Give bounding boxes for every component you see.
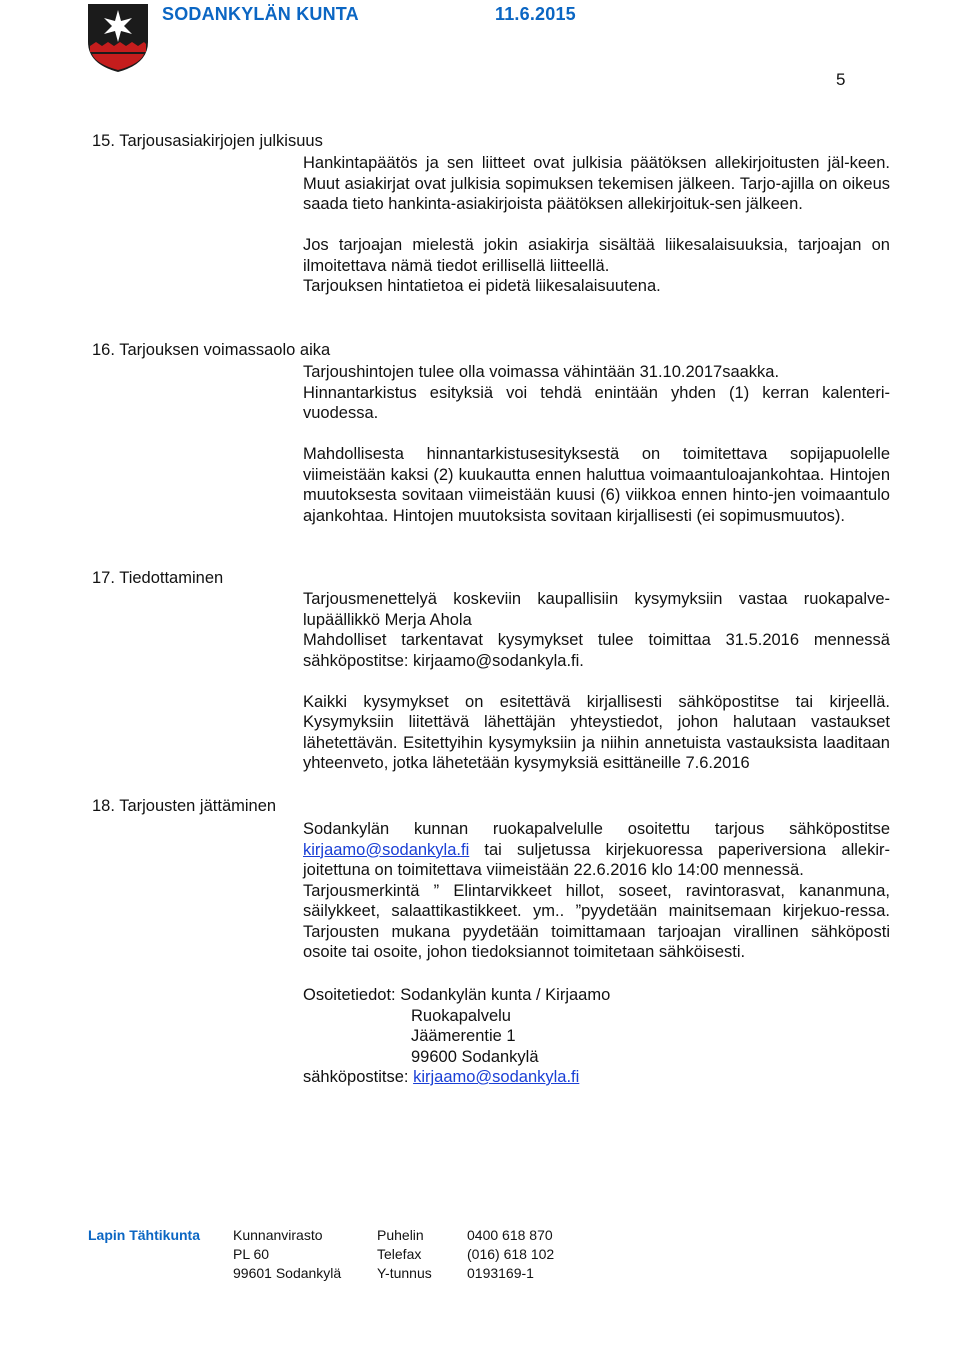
- footer-cell: 99601 Sodankylä: [233, 1265, 342, 1281]
- section-16-heading: 16. Tarjouksen voimassaolo aika: [92, 341, 331, 359]
- postal-address: [303, 985, 610, 1088]
- footer-cell: Telefax: [377, 1246, 422, 1262]
- page-number: 5: [836, 70, 846, 89]
- footer-value-column: [467, 1226, 554, 1283]
- section-18-text: Sodankylän kunnan ruokapalvelulle osoitettu tarjous sähköpostitse: [303, 820, 890, 838]
- footer-cell: 0193169-1: [467, 1265, 534, 1281]
- footer-label-column: [377, 1226, 432, 1283]
- section-17-body: [303, 589, 890, 774]
- section-18-heading: 18. Tarjousten jättäminen: [92, 797, 277, 815]
- section-15-body: [303, 153, 890, 297]
- section-18-body: [303, 819, 890, 963]
- document-date: 11.6.2015: [495, 4, 576, 24]
- footer-cell: Y-tunnus: [377, 1265, 432, 1281]
- footer-cell: Kunnanvirasto: [233, 1227, 323, 1243]
- section-18-text: tai suljetussa kirjekuoressa paperiversiona allekir-joitettuna on toimitettava viimeistään 22.6.2016 klo 14:00 mennessä.: [303, 840, 890, 879]
- address-line: Ruokapalvelu: [411, 1006, 511, 1025]
- footer-cell: Puhelin: [377, 1227, 424, 1243]
- address-email-line: [303, 1067, 610, 1088]
- footer-address-column: [233, 1226, 341, 1283]
- municipal-crest-icon: [86, 2, 150, 74]
- address-line: 99600 Sodankylä: [411, 1047, 539, 1066]
- section-16-paragraph: Hinnantarkistus esityksiä voi tehdä enintään yhden (1) kerran kalenteri-vuodessa.: [303, 383, 890, 422]
- footer-cell: (016) 618 102: [467, 1246, 555, 1262]
- footer-brand: [88, 1226, 200, 1245]
- section-17-heading: 17. Tiedottaminen: [92, 569, 224, 587]
- section-17-paragraph: Mahdolliset tarkentavat kysymykset tulee toimittaa 31.5.2016 mennessä sähköpostitse: kirjaamo@sodankyla.fi.: [303, 631, 890, 670]
- email-label: sähköpostitse:: [303, 1068, 409, 1086]
- address-line: Jäämerentie 1: [411, 1027, 516, 1045]
- kirjaamo-email-link[interactable]: kirjaamo@sodankyla.fi: [303, 840, 470, 859]
- footer-cell: 0400 618 870: [467, 1227, 553, 1243]
- municipality-name: SODANKYLÄN KUNTA: [162, 4, 359, 24]
- section-15-paragraph: Hankintapäätös ja sen liitteet ovat julkisia päätöksen allekirjoitusten jäl-keen. Muut asiakirjat ovat julkisia sopimuksen tekemisen jälkeen. Tarjo-ajilla on oikeus saada tieto hankinta-asiakirjoista päätöksen allekirjoituk-sen jälkeen.: [303, 154, 890, 213]
- section-17-paragraph: Kaikki kysymykset on esitettävä kirjallisesti sähköpostitse tai kirjeellä. Kysymyksiin liitettävä lähettäjän yhteystiedot, johon halutaan vastaukset lähetettävän. Esitettyihin kysymyksiin ja niihin annetuista vastauksista laaditaan yhteenveto, jotka lähetetään kysymyksiä esittäneille 7.6.2016: [303, 692, 890, 772]
- footer-brand-text: Lapin Tähtikunta: [88, 1227, 200, 1243]
- section-17-paragraph: Tarjousmenettelyä koskeviin kaupallisiin kysymyksiin vastaa ruokapalve-lupäällikkö Merja Ahola: [303, 590, 890, 629]
- section-18-paragraph: [303, 819, 890, 881]
- section-16-body: [303, 362, 890, 526]
- section-15-heading: 15. Tarjousasiakirjojen julkisuus: [92, 132, 323, 150]
- section-16-paragraph: Mahdollisesta hinnantarkistusesityksestä on toimitettava sopijapuolelle viimeistään kaksi (2) kuukautta ennen haluttua voimaantuloajankohtaa. Hintojen muutoksesta sovitaan viimeistään kuusi (6) viikkoa ennen hinto-jen voimaantulo ajankohtaa. Hintojen muutoksista sovitaan kirjallisesti (ei sopimusmuutos).: [303, 445, 890, 525]
- address-email-link[interactable]: kirjaamo@sodankyla.fi: [413, 1068, 580, 1086]
- address-line: Osoitetiedot: Sodankylän kunta / Kirjaamo: [303, 986, 611, 1004]
- section-18-paragraph: Tarjousmerkintä ” Elintarvikkeet hillot, soseet, ravintorasvat, kananmuna, säilykkeet, salaattikastikkeet. ym.. ”pyydetään mainitsemaan kirjekuo-ressa. Tarjousten mukana pyydetään toimittamaan tarjoajan virallinen sähköposti osoite tai osoite, johon tiedoksiannot toimitetaan sähköisesti.: [303, 881, 890, 961]
- section-15-paragraph: Jos tarjoajan mielestä jokin asiakirja sisältää liikesalaisuuksia, tarjoajan on ilmoitettava nämä tiedot erillisellä liitteellä.: [303, 236, 890, 275]
- footer: [88, 1226, 888, 1286]
- section-16-paragraph: Tarjoushintojen tulee olla voimassa vähintään 31.10.2017saakka.: [303, 363, 780, 381]
- section-15-paragraph: Tarjouksen hintatietoa ei pidetä liikesalaisuutena.: [303, 277, 661, 295]
- footer-cell: PL 60: [233, 1246, 270, 1262]
